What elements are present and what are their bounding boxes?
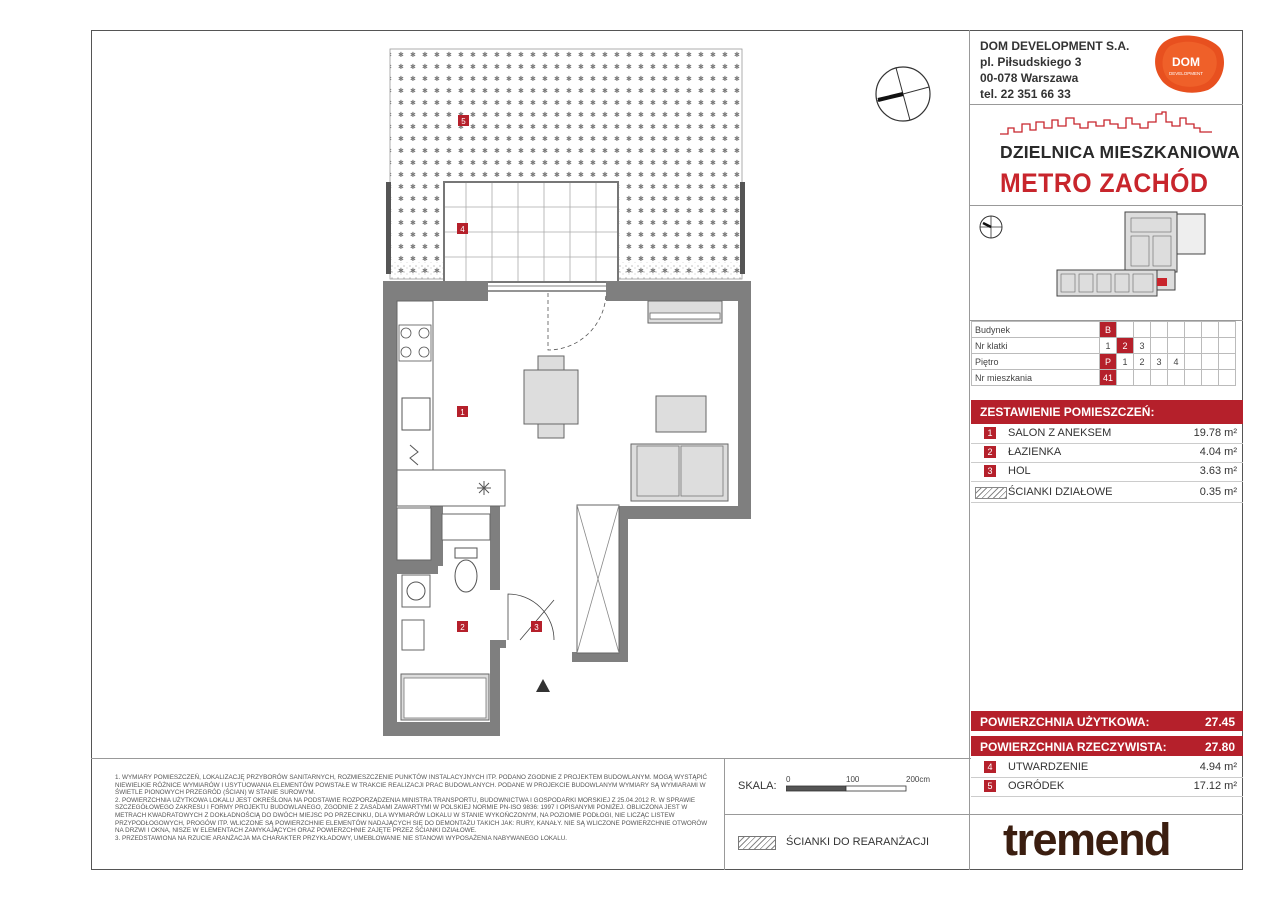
key-plan bbox=[975, 210, 1240, 318]
room-name: SALON Z ANEKSEM bbox=[1008, 427, 1112, 439]
scale-tick-0: 0 bbox=[786, 775, 791, 784]
walls-row bbox=[971, 483, 1243, 503]
param-label: Nr mieszkania bbox=[972, 370, 1100, 386]
company-address2: 00-078 Warszawa bbox=[980, 71, 1079, 85]
param-cell: 1 bbox=[1117, 354, 1134, 370]
divider-company bbox=[969, 104, 1243, 105]
note-2: 2. POWIERZCHNIA UŻYTKOWA LOKALU JEST OKREŚLONA NA PODSTAWIE ROZPORZĄDZENIA MINISTRA TRANSPORTU, BUDOWNICTWA I GOSPODARKI MORSKIEJ Z 25.04.2012 R. W SPRAWIE SZCZEGÓŁOWEGO ZAKRESU I FORMY PROJEKTU BUDOWLANEGO, ZGODNIE Z ZASADAMI ZAWARTYMI W POLSKIEJ NORMIE PN-ISO 9836: 1997 I OPISANYMI PONIŻEJ. OBLICZONA JEST W METRACH KWADRATOWYCH Z DOKŁADNOŚCIĄ DO DWÓCH MIEJSC PO PRZECINKU, DLA WYMIARÓW LOKALU W STANIE WYKOŃCZONYM, NA POZIOMIE PODŁOGI, NIE LICZĄC LISTEW PRZYPODŁOGOWYCH, PROGÓW ITP. WLICZONE SĄ POWIERZCHNIE ELEMENTÓW NADAJĄCYCH SIĘ DO DEMONTAŻU TAKICH JAK: RURY, KANAŁY. NIE SĄ WLICZONE POWIERZCHNIE OTWORÓW NA DRZWI I OKNA, NISZE W ELEMENTACH ZAMYKAJĄCYCH ORAZ POWIERZCHNIE ZAJĘTE PRZEZ ŚCIANKI DZIAŁOWE. bbox=[115, 796, 708, 835]
param-label: Nr klatki bbox=[972, 338, 1100, 354]
apartment-params-table bbox=[971, 321, 1236, 386]
rearrangement-hatch-swatch bbox=[738, 836, 776, 850]
room-number: 3 bbox=[984, 465, 996, 477]
param-label: Budynek bbox=[972, 322, 1100, 338]
fridge-icon bbox=[477, 481, 491, 495]
skyline-graphic bbox=[1000, 110, 1212, 140]
outdoor-number: 5 bbox=[984, 780, 996, 792]
room-number: 2 bbox=[984, 446, 996, 458]
outdoor-name: OGRÓDEK bbox=[1008, 780, 1065, 792]
scale-tick-200: 200cm bbox=[906, 775, 931, 784]
outdoor-area: 17.12 m² bbox=[1193, 780, 1237, 792]
room-row bbox=[971, 443, 1243, 463]
room-area: 3.63 m² bbox=[1199, 465, 1237, 477]
divider-footer bbox=[91, 758, 971, 759]
coffee-table bbox=[656, 396, 706, 432]
kitchen-sink-icon bbox=[402, 398, 430, 430]
floor-plan bbox=[380, 45, 760, 745]
project-line2: METRO ZACHÓD bbox=[1000, 168, 1209, 198]
dom-development-logo bbox=[1150, 34, 1228, 96]
param-cell: 3 bbox=[1134, 338, 1151, 354]
usable-area-label: POWIERZCHNIA UŻYTKOWA: bbox=[980, 715, 1150, 729]
tremend-logo: tremend bbox=[1003, 814, 1171, 865]
usable-area-value: 27.45 bbox=[1204, 715, 1235, 729]
param-cell: 41 bbox=[1100, 370, 1117, 386]
note-3: 3. PRZEDSTAWIONA NA RZUCIE ARANŻACJA MA CHARAKTER PRZYKŁADOWY, UMEBLOWANIE NIE STANOWI WYPOSAŻENIA NABYWANEGO LOKALU. bbox=[115, 834, 568, 842]
project-line1: DZIELNICA MIESZKANIOWA bbox=[1000, 142, 1240, 162]
scale-bar bbox=[786, 785, 910, 793]
room-number: 1 bbox=[984, 427, 996, 439]
company-name: DOM DEVELOPMENT S.A. bbox=[980, 39, 1130, 53]
param-cell: P bbox=[1100, 354, 1117, 370]
outdoor-row bbox=[971, 758, 1243, 778]
room-name: ŁAZIENKA bbox=[1008, 446, 1062, 458]
divider-brand bbox=[969, 205, 1243, 206]
hatch-swatch bbox=[975, 487, 1007, 499]
scale-label: SKALA: bbox=[738, 780, 777, 792]
dining-table bbox=[524, 370, 578, 424]
scale-tick-100: 100 bbox=[846, 775, 860, 784]
walls-name: ŚCIANKI DZIAŁOWE bbox=[1008, 486, 1113, 498]
param-cell: 1 bbox=[1100, 338, 1117, 354]
plan-tag-3: 3 bbox=[534, 623, 539, 632]
note-1: 1. WYMIARY POMIESZCZEŃ, LOKALIZACJĘ PRZYBORÓW SANITARNYCH, ROZMIESZCZENIE PUNKTÓW INSTALACYJNYCH ITP. PODANO ZGODNIE Z PROJEKTEM BUDOWLANYM. MOGĄ WYSTĄPIĆ NIEWIELKIE RÓŻNICE WYMIARÓW I USYTUOWANIA ELEMENTÓW POWSTAŁE W TRAKCIE REALIZACJI PRAC BUDOWLANYCH. PODANE W PROJEKCIE BUDOWLANYM WYMIARY SĄ WYMIARAMI W ŚWIETLE PIONOWYCH PRZEGRÓD (ŚCIAN) W STANIE SUROWYM. bbox=[115, 774, 708, 797]
param-cell: 2 bbox=[1134, 354, 1151, 370]
company-block bbox=[980, 38, 1129, 102]
compass-icon bbox=[870, 64, 936, 124]
real-area-row bbox=[971, 736, 1243, 756]
tv-cabinet bbox=[648, 301, 722, 323]
logo-text-development: DEVELOPMENT bbox=[1168, 71, 1204, 76]
outdoor-area: 4.94 m² bbox=[1199, 761, 1237, 773]
room-row bbox=[971, 424, 1243, 444]
plan-tag-1: 1 bbox=[460, 408, 465, 417]
param-cell: 4 bbox=[1168, 354, 1185, 370]
param-cell: 2 bbox=[1117, 338, 1134, 354]
param-label: Piętro bbox=[972, 354, 1100, 370]
plan-tag-2: 2 bbox=[460, 623, 465, 632]
company-phone: tel. 22 351 66 33 bbox=[980, 87, 1071, 101]
logo-text-dom: DOM bbox=[1172, 55, 1200, 69]
usable-area-row bbox=[971, 711, 1243, 731]
toilet-icon bbox=[455, 548, 477, 592]
washer-icon bbox=[397, 508, 431, 560]
room-name: HOL bbox=[1008, 465, 1031, 477]
plan-tag-4: 4 bbox=[460, 225, 465, 234]
washbasin-icon bbox=[402, 620, 424, 650]
rooms-title: ZESTAWIENIE POMIESZCZEŃ: bbox=[971, 400, 1243, 424]
real-area-value: 27.80 bbox=[1204, 740, 1235, 754]
notes-block bbox=[115, 774, 715, 842]
outdoor-name: UTWARDZENIE bbox=[1008, 761, 1089, 773]
panel-divider bbox=[969, 30, 970, 870]
param-row-apartment bbox=[972, 370, 1236, 386]
outdoor-number: 4 bbox=[984, 761, 996, 773]
param-row-staircase bbox=[972, 338, 1236, 354]
plan-tag-5: 5 bbox=[461, 117, 466, 126]
walls-area: 0.35 m² bbox=[1199, 486, 1237, 498]
param-row-building bbox=[972, 322, 1236, 338]
room-area: 19.78 m² bbox=[1193, 427, 1237, 439]
room-row bbox=[971, 462, 1243, 482]
outdoor-row bbox=[971, 777, 1243, 797]
legend-text: ŚCIANKI DO REARANŻACJI bbox=[786, 836, 930, 848]
param-row-floor bbox=[972, 354, 1236, 370]
param-cell: 3 bbox=[1151, 354, 1168, 370]
param-cell: B bbox=[1100, 322, 1117, 338]
real-area-label: POWIERZCHNIA RZECZYWISTA: bbox=[980, 740, 1167, 754]
compass-small-icon bbox=[980, 216, 1002, 238]
room-area: 4.04 m² bbox=[1199, 446, 1237, 458]
entrance-arrow-icon bbox=[536, 679, 550, 692]
company-address1: pl. Piłsudskiego 3 bbox=[980, 55, 1082, 69]
